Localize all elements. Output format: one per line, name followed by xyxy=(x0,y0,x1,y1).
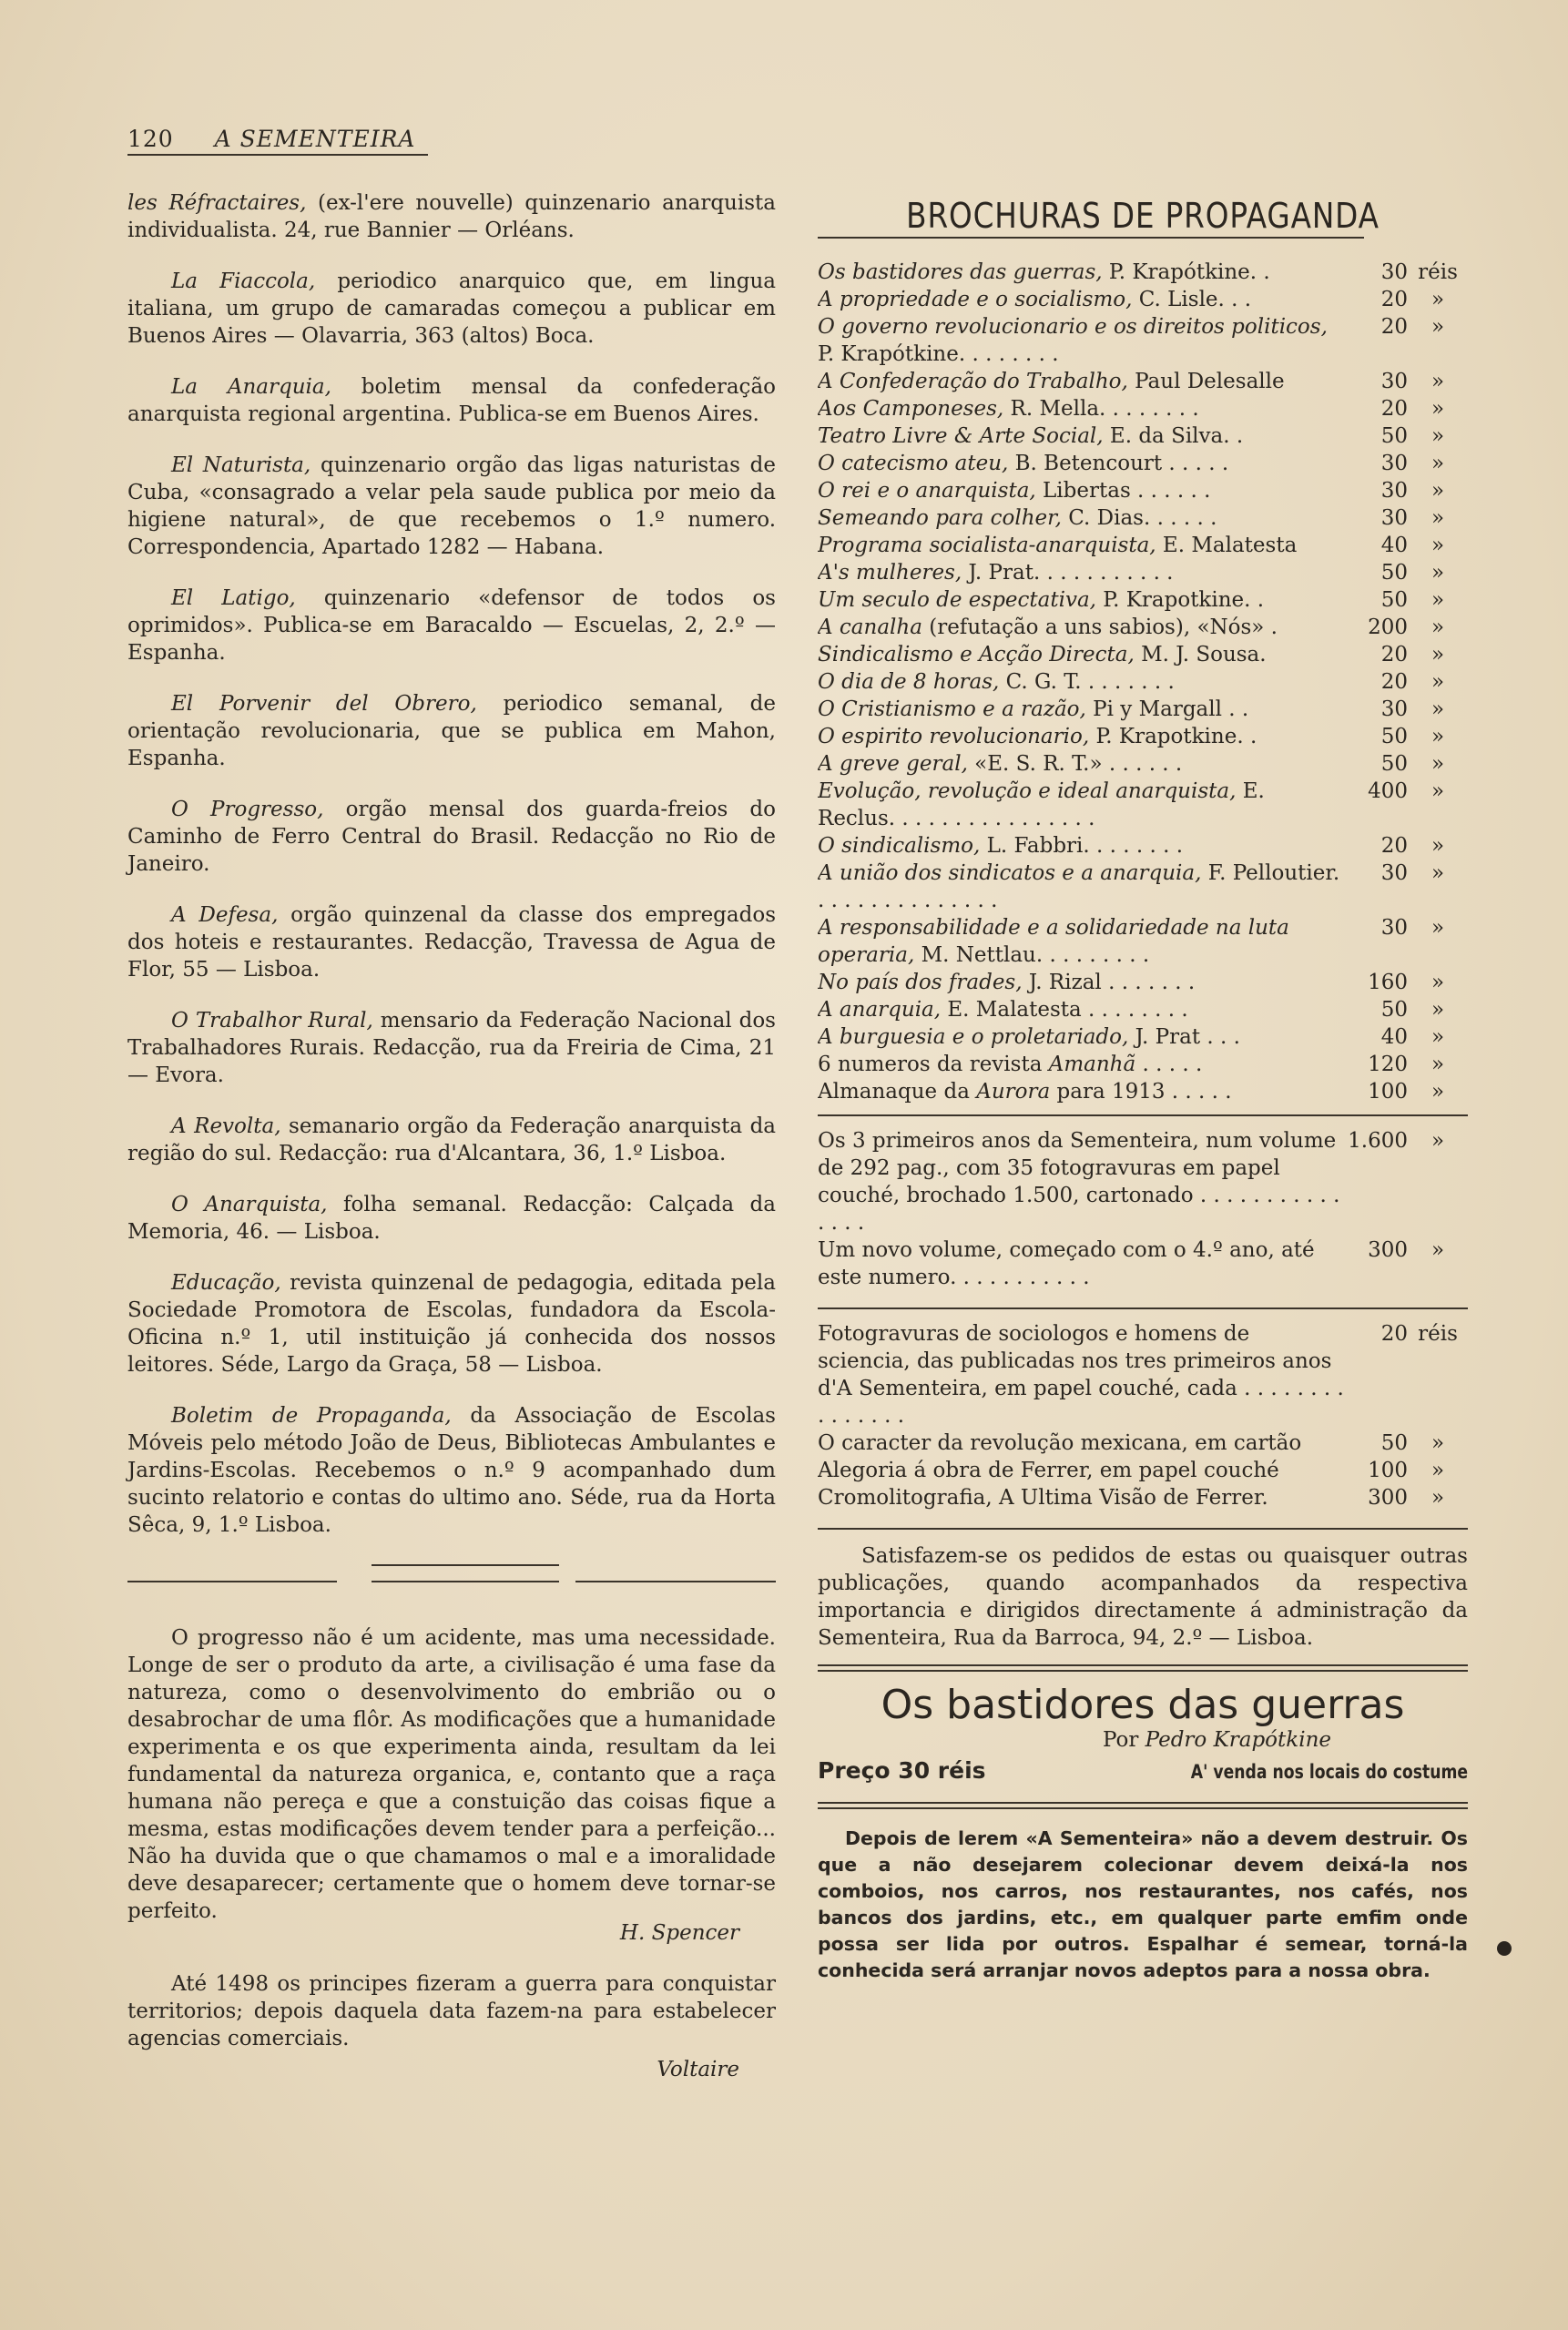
notice-text: mensario da Federação Nacional dos Trabalhadores Rurais. Redacção, rua da Freiria de Cima, 21 — Evora. xyxy=(127,1009,776,1087)
brochure-price: 30 xyxy=(1380,697,1408,721)
print-item xyxy=(818,1484,1468,1511)
divider xyxy=(818,1114,1468,1116)
brochure-text xyxy=(818,969,1346,996)
brochure-title: Sindicalismo e Acção Directa, xyxy=(818,643,1135,666)
page-header xyxy=(127,126,428,156)
brochure-author: M. J. Sousa. xyxy=(1134,643,1267,666)
notice-text: periodico anarquico que, em lingua italiana, um grupo de camaradas começou a publicar em Buenos Aires — Olavarria, 363 (altos) Boca. xyxy=(127,270,776,348)
brochure-item xyxy=(818,750,1468,778)
brochure-author: P. Krapotkine. . xyxy=(1089,725,1257,748)
brochure-author: 6 numeros da revista xyxy=(818,1053,1049,1076)
brochure-title: Os bastidores das guerras, xyxy=(818,260,1103,284)
brochure-text xyxy=(818,778,1346,832)
brochure-item xyxy=(818,668,1468,696)
brochure-unit: » xyxy=(1431,506,1445,530)
brochure-price: 20 xyxy=(1380,670,1408,694)
brochure-item xyxy=(818,723,1468,750)
volume-description: Os 3 primeiros anos da Sementeira, num volume de 292 pag., com 35 fotogravuras em papel couché, brochado 1.500, cartonado . . . . . . . . . . . . . . . xyxy=(818,1129,1340,1235)
brochure-item xyxy=(818,614,1468,641)
brochure-price: 30 xyxy=(1380,506,1408,530)
quote-author-voltaire: Voltaire xyxy=(657,2058,739,2081)
brochure-text xyxy=(818,450,1346,477)
notice-title: A Defesa, xyxy=(171,903,279,927)
brochure-title: Aurora xyxy=(976,1080,1051,1104)
brochure-title: O Cristianismo e a razão, xyxy=(818,697,1086,721)
brochure-title: A's mulheres, xyxy=(818,561,962,585)
print-unit: » xyxy=(1431,1459,1445,1482)
brochure-item xyxy=(818,422,1468,450)
periodical-notices xyxy=(127,189,776,1539)
notice-title: La Fiaccola, xyxy=(171,270,316,293)
notice-title: El Naturista, xyxy=(171,453,311,477)
brochure-item xyxy=(818,860,1468,914)
brochure-price: 50 xyxy=(1380,725,1408,748)
brochure-text xyxy=(818,532,1346,559)
brochure-title: O governo revolucionario e os direitos politicos, xyxy=(818,315,1328,339)
brochure-title: A responsabilidade e a solidariedade na luta operaria, xyxy=(818,916,1289,967)
brochure-unit: » xyxy=(1431,479,1445,503)
brochure-unit: » xyxy=(1431,1053,1445,1076)
book-ad-title: Os bastidores das guerras xyxy=(881,1682,1405,1728)
brochure-author: R. Mella. . . . . . . . xyxy=(1003,397,1199,421)
periodical-notice xyxy=(127,1007,776,1089)
brochure-item xyxy=(818,450,1468,477)
brochure-price: 20 xyxy=(1380,397,1408,421)
brochure-price: 20 xyxy=(1380,834,1408,858)
brochure-title: A canalha xyxy=(818,616,922,639)
periodical-notice xyxy=(127,690,776,772)
brochure-price: 120 xyxy=(1368,1053,1408,1076)
notice-title: O Progresso, xyxy=(171,798,324,821)
brochure-price: 160 xyxy=(1368,971,1408,994)
brochure-text xyxy=(818,668,1346,696)
brochure-text xyxy=(818,259,1346,286)
volume-unit: » xyxy=(1431,1129,1445,1153)
volume-text xyxy=(818,1127,1346,1236)
periodical-notice xyxy=(127,585,776,666)
notice-text: quinzenario orgão das ligas naturistas de Cuba, «consagrado a velar pela saude publica por meio da higiene natural», de que recebemos o 1.º numero. Correspondencia, Apartado 1282 — Habana. xyxy=(127,453,776,559)
brochure-unit: » xyxy=(1431,397,1445,421)
brochure-item xyxy=(818,477,1468,504)
volume-list xyxy=(818,1127,1468,1291)
brochure-author: Pi y Margall . . xyxy=(1085,697,1249,721)
brochure-title: Um seculo de espectativa, xyxy=(818,588,1096,612)
brochure-price: 20 xyxy=(1380,288,1408,311)
periodical-notice xyxy=(127,452,776,561)
notice-title: Educação, xyxy=(171,1271,281,1295)
print-unit: » xyxy=(1431,1431,1445,1455)
brochure-text xyxy=(818,696,1346,723)
volume-price: 300 xyxy=(1368,1238,1408,1262)
brochure-tail: para 1913 . . . . . xyxy=(1050,1080,1232,1104)
brochure-title: O rei e o anarquista, xyxy=(818,479,1036,503)
brochure-title: A anarquia, xyxy=(818,998,942,1022)
brochure-unit: » xyxy=(1431,697,1445,721)
brochure-author: J. Prat . . . xyxy=(1128,1025,1240,1049)
brochure-author: P. Krapotkine. . xyxy=(1095,588,1265,612)
brochure-unit: » xyxy=(1431,725,1445,748)
print-description: Fotogravuras de sociologos e homens de sciencia, das publicadas nos tres primeiros anos d'A Sementeira, em papel couché, cada . . . . . . . . . . . . . . . xyxy=(818,1322,1344,1428)
brochure-title: A burguesia e o proletariado, xyxy=(818,1025,1129,1049)
section-separator xyxy=(127,1562,776,1604)
volume-item xyxy=(818,1236,1468,1291)
print-description: O caracter da revolução mexicana, em cartão xyxy=(818,1431,1302,1455)
brochure-unit: » xyxy=(1431,779,1445,803)
brochure-item xyxy=(818,504,1468,532)
brochure-item xyxy=(818,586,1468,614)
divider xyxy=(818,1528,1468,1530)
publication-title: A SEMENTEIRA xyxy=(214,126,416,152)
notice-title: O Trabalhor Rural, xyxy=(171,1009,373,1033)
volume-unit: » xyxy=(1431,1238,1445,1262)
brochure-item xyxy=(818,395,1468,422)
brochure-text xyxy=(818,559,1346,586)
brochure-item xyxy=(818,313,1468,368)
brochure-item xyxy=(818,914,1468,969)
title-rule xyxy=(818,237,1364,239)
brochure-title: A união dos sindicatos e a anarquia, xyxy=(818,861,1202,885)
periodical-notice xyxy=(127,373,776,428)
notice-text: quinzenario «defensor de todos os oprimidos». Publica-se em Baracaldo — Escuelas, 2, 2.º — Espanha. xyxy=(127,586,776,665)
brochure-price: 50 xyxy=(1380,998,1408,1022)
brochure-text xyxy=(818,723,1346,750)
brochure-title: O sindicalismo, xyxy=(818,834,981,858)
notice-text: orgão quinzenal da classe dos empregados dos hoteis e restaurantes. Redacção, Travessa de Agua de Flor, 55 — Lisboa. xyxy=(127,903,776,982)
brochure-item xyxy=(818,1078,1468,1105)
brochure-unit: » xyxy=(1431,1080,1445,1104)
print-text xyxy=(818,1484,1346,1511)
brochure-text xyxy=(818,860,1346,914)
brochure-title: O espirito revolucionario, xyxy=(818,725,1090,748)
periodical-notice xyxy=(127,1113,776,1167)
brochure-unit: » xyxy=(1431,834,1445,858)
brochure-unit: » xyxy=(1431,861,1445,885)
volume-text xyxy=(818,1236,1346,1291)
brochure-text xyxy=(818,1023,1346,1051)
brochure-text xyxy=(818,395,1346,422)
brochure-unit: » xyxy=(1431,670,1445,694)
brochure-title: A Confederação do Trabalho, xyxy=(818,370,1128,393)
brochure-author: Libertas . . . . . . xyxy=(1035,479,1211,503)
ink-stain xyxy=(1497,1941,1512,1956)
periodical-notice xyxy=(127,901,776,983)
brochure-price: 30 xyxy=(1380,452,1408,475)
notice-text: periodico semanal, de orientação revolucionaria, que se publica em Mahon, Espanha. xyxy=(127,692,776,770)
brochure-unit: » xyxy=(1431,452,1445,475)
brochure-text xyxy=(818,614,1346,641)
right-column xyxy=(818,189,1468,1984)
brochure-text xyxy=(818,832,1346,860)
brochure-unit: » xyxy=(1431,643,1445,666)
print-item xyxy=(818,1457,1468,1484)
brochure-unit: » xyxy=(1431,616,1445,639)
brochure-title: A greve geral, xyxy=(818,752,968,776)
brochure-price: 30 xyxy=(1380,370,1408,393)
page-number: 120 xyxy=(127,126,174,152)
brochure-unit: réis xyxy=(1418,260,1458,284)
brochure-title: O catecismo ateu, xyxy=(818,452,1009,475)
brochure-price: 30 xyxy=(1380,479,1408,503)
volume-description: Um novo volume, começado com o 4.º ano, até este numero. . . . . . . . . . . xyxy=(818,1238,1315,1289)
brochure-text xyxy=(818,996,1346,1023)
print-item xyxy=(818,1320,1468,1430)
brochure-unit: » xyxy=(1431,288,1445,311)
orders-notice: Satisfazem-se os pedidos de estas ou quaisquer outras publicações, quando acompanhados da respectiva importancia e dirigidos directamente á administração da Sementeira, Rua da Barroca, 94, 2.º — Lisboa. xyxy=(818,1544,1468,1650)
double-rule xyxy=(818,1802,1468,1809)
book-ad-author-prefix: Por xyxy=(1102,1728,1139,1752)
print-description: Alegoria á obra de Ferrer, em papel couché xyxy=(818,1459,1279,1482)
brochure-author: L. Fabbri. . . . . . . . xyxy=(980,834,1184,858)
left-column xyxy=(127,189,776,2107)
notice-text: (ex-l'ere nouvelle) quinzenario anarquista individualista. 24, rue Bannier — Orléans. xyxy=(127,191,776,242)
brochure-item xyxy=(818,286,1468,313)
brochure-text xyxy=(818,313,1346,368)
brochure-author: M. Nettlau. . . . . . . . . xyxy=(914,943,1150,967)
print-description: Cromolitografia, A Ultima Visão de Ferrer. xyxy=(818,1486,1268,1510)
brochure-title: Evolução, revolução e ideal anarquista, xyxy=(818,779,1237,803)
print-price: 100 xyxy=(1368,1459,1408,1482)
brochure-item xyxy=(818,996,1468,1023)
brochure-title: Aos Camponeses, xyxy=(818,397,1004,421)
brochure-title: Programa socialista-anarquista, xyxy=(818,534,1156,557)
brochure-author: C. Lisle. . . xyxy=(1132,288,1252,311)
brochure-price: 400 xyxy=(1368,779,1408,803)
quote-voltaire: Até 1498 os principes fizeram a guerra para conquistar territorios; depois daquela data fazem-na para estabelecer agencias comerciais. xyxy=(127,1972,776,2050)
book-ad-author xyxy=(818,1726,1331,1754)
notice-text: orgão mensal dos guarda-freios do Caminho de Ferro Central do Brasil. Redacção no Rio de Janeiro. xyxy=(127,798,776,876)
brochure-price: 40 xyxy=(1380,1025,1408,1049)
brochure-price: 20 xyxy=(1380,643,1408,666)
print-unit: réis xyxy=(1418,1322,1458,1346)
brochure-price: 40 xyxy=(1380,534,1408,557)
brochure-unit: » xyxy=(1431,424,1445,448)
brochure-price: 20 xyxy=(1380,315,1408,339)
print-price: 20 xyxy=(1380,1322,1408,1346)
notice-text: boletim mensal da confederação anarquista regional argentina. Publica-se em Buenos Aires. xyxy=(127,375,776,426)
brochure-text xyxy=(818,504,1346,532)
brochure-price: 100 xyxy=(1368,1080,1408,1104)
print-price: 50 xyxy=(1380,1431,1408,1455)
brochure-author: B. Betencourt . . . . . xyxy=(1008,452,1229,475)
print-item xyxy=(818,1430,1468,1457)
brochure-tail: . . . . . xyxy=(1135,1053,1203,1076)
brochure-text xyxy=(818,477,1346,504)
book-ad-author-name: Pedro Krapótkine xyxy=(1145,1728,1331,1752)
notice-text: folha semanal. Redacção: Calçada da Memoria, 46. — Lisboa. xyxy=(127,1193,776,1244)
brochure-item xyxy=(818,641,1468,668)
brochure-price: 30 xyxy=(1380,861,1408,885)
brochure-text xyxy=(818,368,1346,395)
periodical-notice xyxy=(127,1402,776,1539)
notice-title: El Latigo, xyxy=(171,586,296,610)
periodical-notice xyxy=(127,1191,776,1246)
section-title: BROCHURAS DE PROPAGANDA xyxy=(906,196,1380,236)
print-unit: » xyxy=(1431,1486,1445,1510)
brochure-title: Teatro Livre & Arte Social, xyxy=(818,424,1104,448)
periodical-notice xyxy=(127,1269,776,1379)
brochure-price: 50 xyxy=(1380,588,1408,612)
notice-title: Boletim de Propaganda, xyxy=(171,1404,452,1428)
brochure-author: P. Krapótkine. . . . . . . . xyxy=(818,342,1059,366)
notice-text: da Associação de Escolas Móveis pelo método João de Deus, Bibliotecas Ambulantes e Jardins-Escolas. Recebemos o n.º 9 acompanhado dum sucinto relatorio e contas do ultimo ano. Séde, rua da Horta Sêca, 9, 1.º Lisboa. xyxy=(127,1404,776,1537)
reader-appeal: Depois de lerem «A Sementeira» não a devem destruir. Os que a não desejarem colecionar devem deixá-la nos comboios, nos carros, nos restaurantes, nos cafés, nos bancos dos jardins, etc., em qualquer parte emfim onde possa ser lida por outros. Espalhar é semear, torná-la conhecida será arranjar novos adeptos para a nossa obra. xyxy=(818,1827,1468,1981)
brochure-price: 50 xyxy=(1380,424,1408,448)
brochure-author: (refutação a uns sabios), «Nós» . xyxy=(921,616,1278,639)
brochure-unit: » xyxy=(1431,916,1445,940)
brochure-title: A propriedade e o socialismo, xyxy=(818,288,1133,311)
brochure-text xyxy=(818,750,1346,778)
brochure-author: «E. S. R. T.» . . . . . . xyxy=(967,752,1183,776)
print-text xyxy=(818,1430,1346,1457)
brochure-item xyxy=(818,778,1468,832)
brochure-unit: » xyxy=(1431,971,1445,994)
book-ad-line xyxy=(818,1757,1468,1786)
book-ad-sale: A' venda nos locais do costume xyxy=(1190,1761,1468,1783)
book-ad-price: Preço 30 réis xyxy=(818,1757,986,1784)
brochure-item xyxy=(818,1051,1468,1078)
notice-title: O Anarquista, xyxy=(171,1193,328,1216)
brochure-unit: » xyxy=(1431,998,1445,1022)
brochure-author: C. Dias. . . . . . xyxy=(1061,506,1217,530)
brochure-author: J. Rizal . . . . . . . xyxy=(1022,971,1196,994)
notice-text: semanario orgão da Federação anarquista da região do sul. Redacção: rua d'Alcantara, 36, 1.º Lisboa. xyxy=(127,1114,777,1165)
brochure-author: J. Prat. . . . . . . . . . . xyxy=(962,561,1174,585)
brochure-author: Paul Delesalle xyxy=(1127,370,1285,393)
brochure-author: E. Reclus. . . . . . . . . . . . . . . . xyxy=(818,779,1265,830)
brochure-item xyxy=(818,259,1468,286)
notice-title: A Revolta, xyxy=(171,1114,281,1138)
print-text xyxy=(818,1457,1346,1484)
print-price: 300 xyxy=(1368,1486,1408,1510)
periodical-notice xyxy=(127,268,776,350)
brochure-price: 200 xyxy=(1368,616,1408,639)
brochure-item xyxy=(818,832,1468,860)
quote-author-spencer: H. Spencer xyxy=(619,1921,739,1945)
brochure-item xyxy=(818,1023,1468,1051)
brochure-title: Amanhã xyxy=(1048,1053,1136,1076)
brochure-text xyxy=(818,1051,1346,1078)
brochure-unit: » xyxy=(1431,752,1445,776)
brochure-item xyxy=(818,559,1468,586)
print-list xyxy=(818,1320,1468,1511)
notice-title: El Porvenir del Obrero, xyxy=(171,692,477,716)
brochure-author: Almanaque da xyxy=(818,1080,977,1104)
notice-text: revista quinzenal de pedagogia, editada pela Sociedade Promotora de Escolas, fundadora da Escola-Oficina n.º 1, util instituição já conhecida dos nossos leitores. Séde, Largo da Graça, 58 — Lisboa. xyxy=(127,1271,776,1377)
brochure-price: 50 xyxy=(1380,561,1408,585)
brochure-unit: » xyxy=(1431,1025,1445,1049)
brochure-text xyxy=(818,586,1346,614)
periodical-notice xyxy=(127,796,776,878)
brochure-author: E. da Silva. . xyxy=(1103,424,1244,448)
quote-spencer: O progresso não é um acidente, mas uma necessidade. Longe de ser o produto da arte, a civilisação é uma fase da natureza, como o desenvolvimento do embrião ou o desabrochar de uma flôr. As modificações que a humanidade experimenta e os que experimenta ainda, resultam da lei fundamental da natureza organica, e, contanto que a raça humana não pereça e que a constuição das coisas fique a mesma, estas modificações devem tender para a perfeição... Não ha duvida que o que chamamos o mal e a imoralidade deve desaparecer; certamente que o homem deve tornar-se perfeito. xyxy=(127,1626,776,1923)
brochure-price: 30 xyxy=(1380,260,1408,284)
brochure-text xyxy=(818,641,1346,668)
volume-item xyxy=(818,1127,1468,1236)
brochure-text xyxy=(818,422,1346,450)
double-rule xyxy=(818,1664,1468,1672)
brochure-list xyxy=(818,259,1468,1105)
brochure-unit: » xyxy=(1431,561,1445,585)
brochure-item xyxy=(818,696,1468,723)
brochure-price: 50 xyxy=(1380,752,1408,776)
brochure-author: E. Malatesta . . . . . . . . xyxy=(941,998,1188,1022)
periodical-notice xyxy=(127,189,776,244)
brochure-unit: » xyxy=(1431,588,1445,612)
brochure-text xyxy=(818,286,1346,313)
brochure-unit: » xyxy=(1431,315,1445,339)
brochure-item xyxy=(818,969,1468,996)
volume-price: 1.600 xyxy=(1348,1129,1408,1153)
brochure-title: O dia de 8 horas, xyxy=(818,670,1000,694)
notice-title: les Réfractaires, xyxy=(127,191,307,215)
brochure-item xyxy=(818,368,1468,395)
brochure-item xyxy=(818,532,1468,559)
brochure-unit: » xyxy=(1431,370,1445,393)
brochure-unit: » xyxy=(1431,534,1445,557)
notice-title: La Anarquia, xyxy=(171,375,331,399)
brochure-author: C. G. T. . . . . . . . xyxy=(999,670,1175,694)
brochure-author: P. Krapótkine. . xyxy=(1102,260,1270,284)
brochure-title: Semeando para colher, xyxy=(818,506,1062,530)
brochure-author: E. Malatesta xyxy=(1156,534,1298,557)
brochure-text xyxy=(818,914,1346,969)
brochure-text xyxy=(818,1078,1346,1105)
brochure-author: F. Pelloutier. . . . . . . . . . . . . . . xyxy=(818,861,1340,912)
brochure-title: No país dos frades, xyxy=(818,971,1023,994)
brochure-price: 30 xyxy=(1380,916,1408,940)
divider xyxy=(818,1307,1468,1309)
print-text xyxy=(818,1320,1346,1430)
